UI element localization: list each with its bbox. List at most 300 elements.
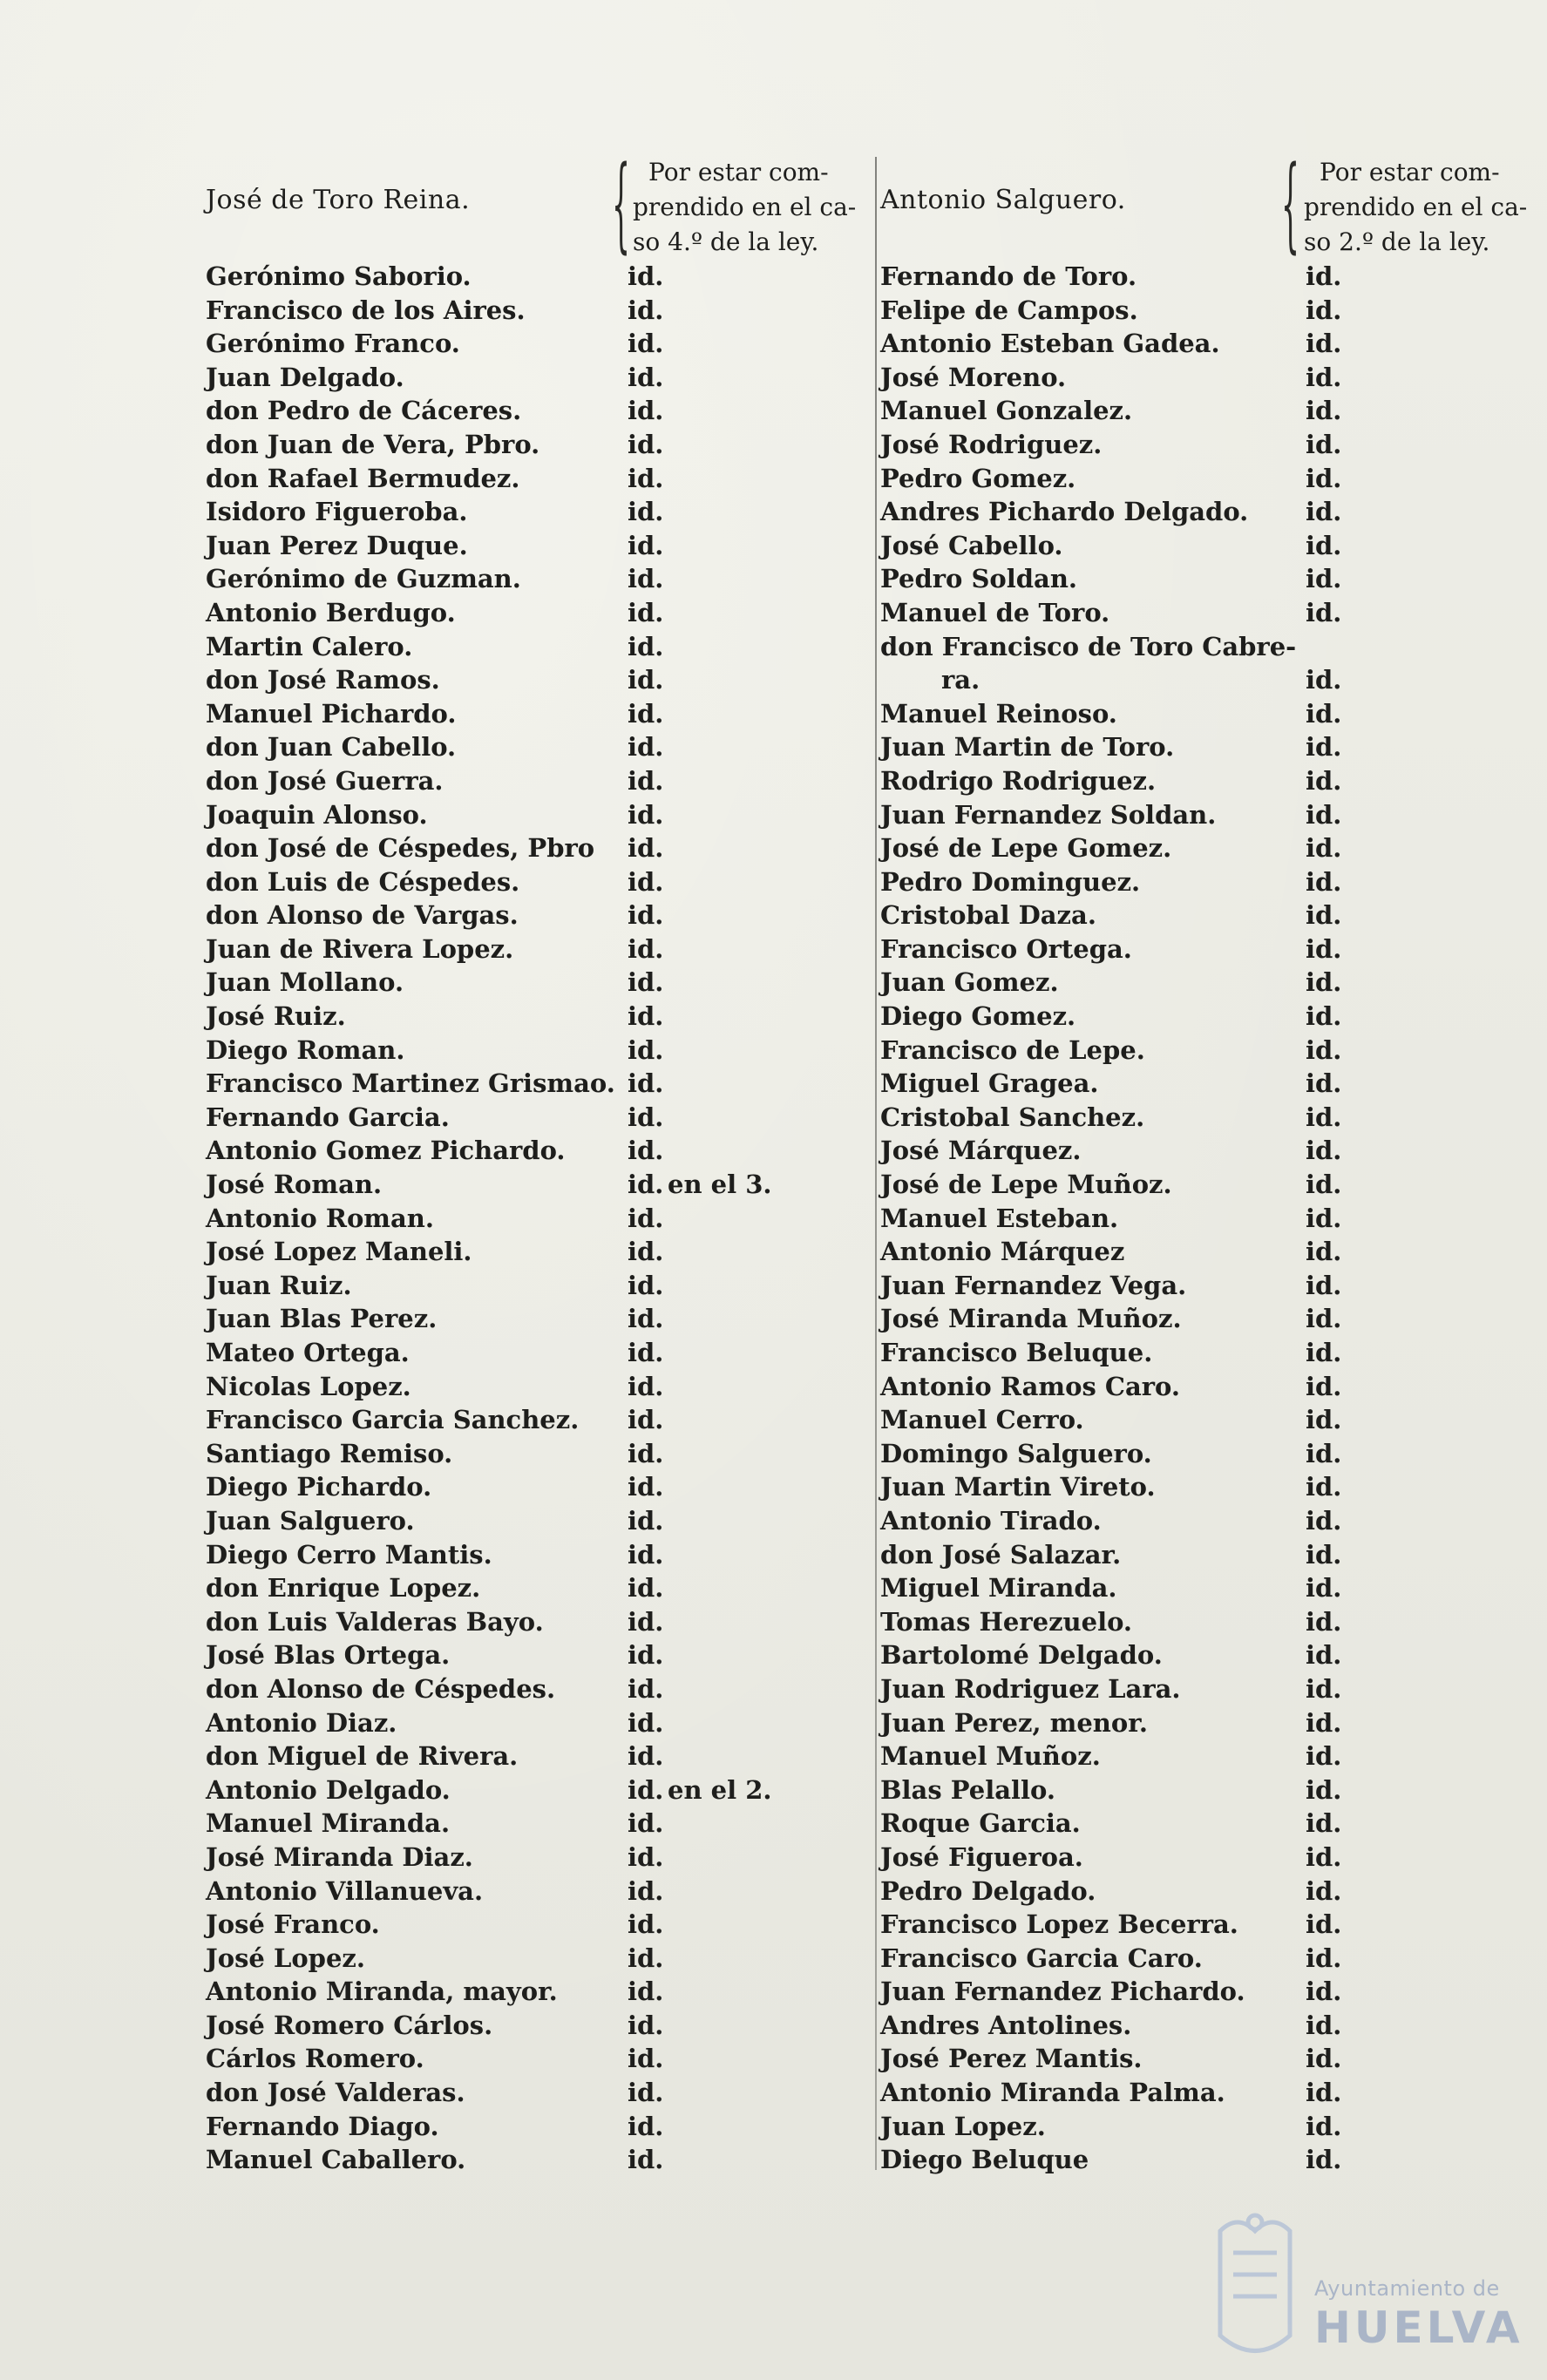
id-mark: id. (1306, 2044, 1342, 2074)
id-mark: id. (1306, 2111, 1342, 2141)
id-mark: id. (628, 900, 664, 931)
person-name: Pedro Delgado. (880, 1875, 1096, 1906)
list-row (206, 1134, 851, 1168)
id-mark: id. (1306, 1606, 1342, 1637)
list-row (880, 596, 1543, 630)
list-row (206, 1101, 851, 1135)
person-name: Pedro Dominguez. (880, 866, 1141, 897)
person-name: José Franco. (206, 1909, 380, 1940)
right-name-list (880, 260, 1543, 2177)
right-brace: { (1281, 143, 1300, 263)
id-mark: id. (1306, 261, 1342, 291)
id-mark: id. (628, 765, 664, 796)
list-row (880, 1672, 1543, 1706)
list-row (206, 2009, 851, 2043)
id-mark: id. (1306, 1707, 1342, 1738)
id-mark: id. (628, 2078, 664, 2108)
person-name: Gerónimo de Guzman. (206, 564, 521, 594)
left-column-header (206, 143, 857, 263)
list-row (880, 1101, 1543, 1135)
person-name: José Miranda Diaz. (206, 1841, 473, 1872)
list-row (880, 1370, 1543, 1404)
list-row (880, 260, 1543, 294)
person-name: Tomas Herezuelo. (880, 1606, 1133, 1637)
person-name: don José Salazar. (880, 1539, 1122, 1570)
list-row (206, 2110, 851, 2144)
left-note (633, 155, 859, 260)
list-row (206, 294, 851, 328)
id-mark: id. (628, 1909, 664, 1940)
id-mark: id. (1306, 1203, 1342, 1233)
id-mark: id. (628, 2010, 664, 2040)
person-name: Miguel Gragea. (880, 1068, 1099, 1099)
person-name: Felipe de Campos. (880, 295, 1138, 325)
id-mark: id. (628, 362, 664, 392)
person-name: Fernando Garcia. (206, 1102, 450, 1132)
id-mark: id. (1306, 1774, 1342, 1805)
id-mark: id. (628, 2145, 664, 2175)
person-name: don Enrique Lopez. (206, 1573, 481, 1604)
list-row (206, 327, 851, 361)
id-mark: id. (1306, 933, 1342, 964)
list-row (880, 2110, 1543, 2144)
list-row (880, 865, 1543, 899)
list-row (880, 730, 1543, 764)
case-note: en el 2. (668, 1774, 772, 1805)
person-name: Juan Salguero. (206, 1505, 415, 1536)
person-name: Manuel Esteban. (880, 1203, 1119, 1233)
person-name: don Luis Valderas Bayo. (206, 1606, 544, 1637)
id-mark: id. (628, 799, 664, 830)
person-name: Juan Martin Vireto. (880, 1472, 1156, 1502)
person-name: don Pedro de Cáceres. (206, 396, 522, 426)
person-name: Francisco Martinez Grismao. (206, 1068, 615, 1099)
id-mark: id. (1306, 1270, 1342, 1300)
id-mark: id. (628, 1405, 664, 1435)
list-row (880, 495, 1543, 529)
list-row (880, 1269, 1543, 1303)
list-row (206, 1975, 851, 2009)
list-row (206, 1235, 851, 1269)
list-row (880, 1302, 1543, 1336)
person-name: Fernando de Toro. (880, 261, 1137, 291)
person-name: Pedro Soldan. (880, 564, 1078, 594)
person-name: José Moreno. (880, 362, 1067, 392)
id-mark: id. (1306, 765, 1342, 796)
list-row (206, 428, 851, 462)
list-row (206, 260, 851, 294)
id-mark: id. (1306, 698, 1342, 729)
list-row (880, 798, 1543, 832)
list-row (880, 1336, 1543, 1370)
person-name: Cristobal Daza. (880, 900, 1096, 931)
id-mark: id. (628, 530, 664, 560)
id-mark: id. (1306, 564, 1342, 594)
right-first-name: Antonio Salguero. (880, 185, 1126, 215)
person-name: Bartolomé Delgado. (880, 1640, 1163, 1671)
id-mark: id. (1306, 1539, 1342, 1570)
person-name: don Juan Cabello. (206, 732, 457, 763)
id-mark: id. (628, 1774, 664, 1805)
person-name: Blas Pelallo. (880, 1774, 1055, 1805)
id-mark: id. (1306, 2145, 1342, 2175)
list-row (880, 428, 1543, 462)
list-row (206, 730, 851, 764)
person-name: don José Valderas. (206, 2078, 465, 2108)
person-name: Francisco Garcia Sanchez. (206, 1405, 580, 1435)
right-note-line: prendido en el ca- (1304, 193, 1528, 221)
person-name: don José Ramos. (206, 665, 440, 695)
id-mark: id. (1306, 1741, 1342, 1772)
id-mark: id. (628, 261, 664, 291)
id-mark: id. (1306, 833, 1342, 864)
list-row (880, 1571, 1543, 1605)
list-row (880, 1470, 1543, 1504)
list-row (880, 764, 1543, 798)
person-name: Francisco de los Aires. (206, 295, 526, 325)
person-name: Antonio Diaz. (206, 1707, 397, 1738)
id-mark: id. (628, 2044, 664, 2074)
id-mark: id. (628, 833, 664, 864)
person-name: Manuel Miranda. (206, 1808, 451, 1839)
list-row (206, 1302, 851, 1336)
id-mark: id. (1306, 1034, 1342, 1065)
list-row (880, 562, 1543, 596)
list-row (880, 1134, 1543, 1168)
list-row (880, 294, 1543, 328)
id-mark: id. (1306, 1875, 1342, 1906)
list-row (206, 1807, 851, 1841)
id-mark: id. (628, 295, 664, 325)
list-row (206, 932, 851, 966)
id-mark: id. (628, 631, 664, 661)
person-name: Antonio Ramos Caro. (880, 1371, 1180, 1401)
list-row (206, 2143, 851, 2177)
list-row (206, 1672, 851, 1706)
id-mark: id. (1306, 530, 1342, 560)
list-row (206, 1034, 851, 1068)
id-mark: id. (1306, 1338, 1342, 1367)
list-row (880, 1202, 1543, 1236)
left-note-line: so 4.º de la ley. (633, 227, 819, 256)
id-mark: id. (628, 1170, 664, 1200)
person-name: José Miranda Muñoz. (880, 1304, 1182, 1334)
id-mark: id. (628, 665, 664, 695)
list-row (880, 1807, 1543, 1841)
id-mark: id. (1306, 295, 1342, 325)
id-mark: id. (628, 329, 664, 359)
person-name: Nicolas Lopez. (206, 1371, 411, 1401)
person-name: Gerónimo Saborio. (206, 261, 472, 291)
person-name: Cárlos Romero. (206, 2044, 424, 2074)
list-row (880, 1437, 1543, 1471)
person-name: Antonio Berdugo. (206, 597, 456, 627)
list-row (880, 1000, 1543, 1034)
person-name: Antonio Villanueva. (206, 1875, 484, 1906)
id-mark: id. (1306, 1068, 1342, 1099)
person-name: Diego Beluque (880, 2145, 1089, 2175)
person-name: José de Lepe Muñoz. (880, 1170, 1172, 1200)
id-mark: id. (628, 463, 664, 493)
person-name: Juan Lopez. (880, 2111, 1046, 2141)
id-mark: id. (628, 1875, 664, 1906)
list-row (880, 1168, 1543, 1202)
id-mark: id. (1306, 2078, 1342, 2108)
id-mark: id. (628, 1237, 664, 1267)
list-row (880, 1739, 1543, 1773)
person-name: Francisco Beluque. (880, 1338, 1153, 1367)
list-row (206, 1168, 851, 1202)
id-mark: id. (628, 1304, 664, 1334)
list-row (206, 697, 851, 731)
id-mark: id. (1306, 463, 1342, 493)
list-row (880, 327, 1543, 361)
id-mark: id. (1306, 1170, 1342, 1200)
person-name: Antonio Miranda Palma. (880, 2078, 1225, 2108)
id-mark: id. (628, 1707, 664, 1738)
list-row (206, 1739, 851, 1773)
id-mark: id. (628, 1203, 664, 1233)
person-name: Francisco de Lepe. (880, 1034, 1145, 1065)
id-mark: id. (628, 1841, 664, 1872)
id-mark: id. (1306, 1371, 1342, 1401)
id-mark: id. (628, 429, 664, 459)
list-row (206, 2042, 851, 2076)
person-name: Juan Gomez. (880, 967, 1059, 998)
list-row (880, 462, 1543, 496)
list-row (206, 529, 851, 563)
list-row (206, 596, 851, 630)
person-name: Juan Mollano. (206, 967, 404, 998)
watermark-title: HUELVA (1314, 2302, 1523, 2353)
person-name: José Romero Cárlos. (206, 2010, 493, 2040)
person-name: don Rafael Bermudez. (206, 463, 520, 493)
person-name: Diego Gomez. (880, 1001, 1076, 1032)
left-note-line: Por estar com- (648, 158, 829, 186)
list-row (206, 1269, 851, 1303)
list-row (880, 630, 1543, 664)
list-row (880, 2042, 1543, 2076)
right-note (1304, 155, 1530, 260)
list-row (880, 1773, 1543, 1807)
id-mark: id. (628, 933, 664, 964)
list-row (880, 697, 1543, 731)
list-row (880, 1638, 1543, 1672)
list-row (206, 1504, 851, 1538)
id-mark: id. (1306, 1977, 1342, 2007)
id-mark: id. (628, 1338, 664, 1367)
person-name: José Rodriguez. (880, 429, 1103, 459)
id-mark: id. (628, 1001, 664, 1032)
id-mark: id. (1306, 900, 1342, 931)
id-mark: id. (1306, 1573, 1342, 1604)
list-row (880, 1605, 1543, 1639)
list-row (206, 1605, 851, 1639)
list-row (880, 1706, 1543, 1740)
person-name: Rodrigo Rodriguez. (880, 765, 1157, 796)
person-name: don José de Céspedes, Pbro (206, 833, 595, 864)
id-mark: id. (628, 1977, 664, 2007)
person-name: Manuel Cerro. (880, 1405, 1084, 1435)
id-mark: id. (628, 732, 664, 763)
person-name: Antonio Esteban Gadea. (880, 329, 1220, 359)
person-name: don Alonso de Vargas. (206, 900, 519, 931)
person-name: don Alonso de Céspedes. (206, 1673, 556, 1704)
id-mark: id. (628, 1136, 664, 1166)
id-mark: id. (1306, 732, 1342, 763)
id-mark: id. (1306, 362, 1342, 392)
person-name: Juan Perez Duque. (206, 530, 468, 560)
list-row (206, 1067, 851, 1101)
list-row (206, 798, 851, 832)
right-column-header (880, 143, 1543, 263)
watermark-subtitle: Ayuntamiento de (1314, 2276, 1500, 2301)
person-name: José Lopez Maneli. (206, 1237, 472, 1267)
left-note-line: prendido en el ca- (633, 193, 857, 221)
list-row (880, 2143, 1543, 2177)
person-name: Manuel Gonzalez. (880, 396, 1133, 426)
person-name: Manuel Pichardo. (206, 698, 457, 729)
id-mark: id. (1306, 1304, 1342, 1334)
person-name: Antonio Delgado. (206, 1774, 451, 1805)
person-name: Miguel Miranda. (880, 1573, 1117, 1604)
person-name: Fernando Diago. (206, 2111, 439, 2141)
person-name: Manuel Reinoso. (880, 698, 1117, 729)
person-name: ra. (941, 665, 980, 695)
id-mark: id. (1306, 497, 1342, 527)
person-name: Juan Ruiz. (206, 1270, 352, 1300)
person-name: don Miguel de Rivera. (206, 1741, 519, 1772)
id-mark: id. (1306, 1943, 1342, 1973)
list-row (206, 361, 851, 395)
list-row (880, 831, 1543, 865)
person-name: José de Lepe Gomez. (880, 833, 1172, 864)
id-mark: id. (628, 1943, 664, 1973)
id-mark: id. (1306, 799, 1342, 830)
left-brace: { (612, 143, 631, 263)
list-row (206, 1370, 851, 1404)
list-row (880, 1504, 1543, 1538)
id-mark: id. (628, 396, 664, 426)
list-row (880, 1841, 1543, 1875)
person-name: Roque Garcia. (880, 1808, 1081, 1839)
id-mark: id. (628, 1741, 664, 1772)
list-row (206, 764, 851, 798)
list-row (206, 562, 851, 596)
id-mark: id. (628, 698, 664, 729)
list-row (880, 529, 1543, 563)
person-name: Santiago Remiso. (206, 1438, 453, 1468)
id-mark: id. (628, 1270, 664, 1300)
id-mark: id. (1306, 429, 1342, 459)
person-name: Manuel Caballero. (206, 2145, 466, 2175)
id-mark: id. (1306, 1136, 1342, 1166)
list-row (206, 394, 851, 428)
id-mark: id. (1306, 1673, 1342, 1704)
id-mark: id. (628, 1808, 664, 1839)
id-mark: id. (1306, 1841, 1342, 1872)
person-name: Francisco Ortega. (880, 933, 1132, 964)
id-mark: id. (1306, 597, 1342, 627)
person-name: Martin Calero. (206, 631, 413, 661)
list-row (880, 1538, 1543, 1572)
person-name: Antonio Roman. (206, 1203, 434, 1233)
id-mark: id. (1306, 1102, 1342, 1132)
id-mark: id. (628, 597, 664, 627)
list-row (206, 1000, 851, 1034)
list-row (880, 898, 1543, 932)
list-row (206, 1773, 851, 1807)
person-name: José Ruiz. (206, 1001, 346, 1032)
id-mark: id. (1306, 1438, 1342, 1468)
case-note: en el 3. (668, 1170, 772, 1200)
person-name: Juan Rodriguez Lara. (880, 1673, 1181, 1704)
id-mark: id. (628, 1673, 664, 1704)
person-name: don Francisco de Toro Cabre- (880, 631, 1297, 661)
list-row (206, 1841, 851, 1875)
person-name: don José Guerra. (206, 765, 444, 796)
list-row (206, 1437, 851, 1471)
list-row (880, 1942, 1543, 1976)
id-mark: id. (628, 1539, 664, 1570)
id-mark: id. (1306, 1001, 1342, 1032)
list-row (206, 831, 851, 865)
person-name: Joaquin Alonso. (206, 799, 428, 830)
id-mark: id. (628, 1102, 664, 1132)
list-row (880, 1908, 1543, 1942)
right-note-line: Por estar com- (1320, 158, 1500, 186)
person-name: José Cabello. (880, 530, 1063, 560)
id-mark: id. (1306, 1472, 1342, 1502)
list-row (880, 1875, 1543, 1909)
id-mark: id. (628, 1371, 664, 1401)
list-row (206, 1403, 851, 1437)
id-mark: id. (628, 1472, 664, 1502)
person-name: Antonio Miranda, mayor. (206, 1977, 558, 2007)
person-name: Antonio Tirado. (880, 1505, 1102, 1536)
list-row (206, 1638, 851, 1672)
person-name: Cristobal Sanchez. (880, 1102, 1145, 1132)
list-row (880, 361, 1543, 395)
id-mark: id. (1306, 396, 1342, 426)
list-row (206, 1202, 851, 1236)
id-mark: id. (628, 497, 664, 527)
person-name: Manuel Muñoz. (880, 1741, 1101, 1772)
person-name: Diego Cerro Mantis. (206, 1539, 492, 1570)
id-mark: id. (628, 1606, 664, 1637)
right-column (880, 143, 1543, 2177)
person-name: Juan Blas Perez. (206, 1304, 438, 1334)
person-name: Juan Fernandez Vega. (880, 1270, 1187, 1300)
list-row (880, 1235, 1543, 1269)
person-name: Diego Pichardo. (206, 1472, 432, 1502)
person-name: don Luis de Céspedes. (206, 866, 520, 897)
person-name: Juan Martin de Toro. (880, 732, 1175, 763)
id-mark: id. (1306, 1405, 1342, 1435)
list-row (206, 663, 851, 697)
id-mark: id. (1306, 1505, 1342, 1536)
person-name: Juan Fernandez Pichardo. (880, 1977, 1245, 2007)
person-name: José Roman. (206, 1170, 383, 1200)
person-name: Pedro Gomez. (880, 463, 1076, 493)
list-row (206, 1942, 851, 1976)
list-row (206, 462, 851, 496)
list-row (206, 1908, 851, 1942)
list-row (880, 663, 1543, 697)
id-mark: id. (628, 1640, 664, 1671)
list-row (880, 1975, 1543, 2009)
person-name: Isidoro Figueroba. (206, 497, 468, 527)
